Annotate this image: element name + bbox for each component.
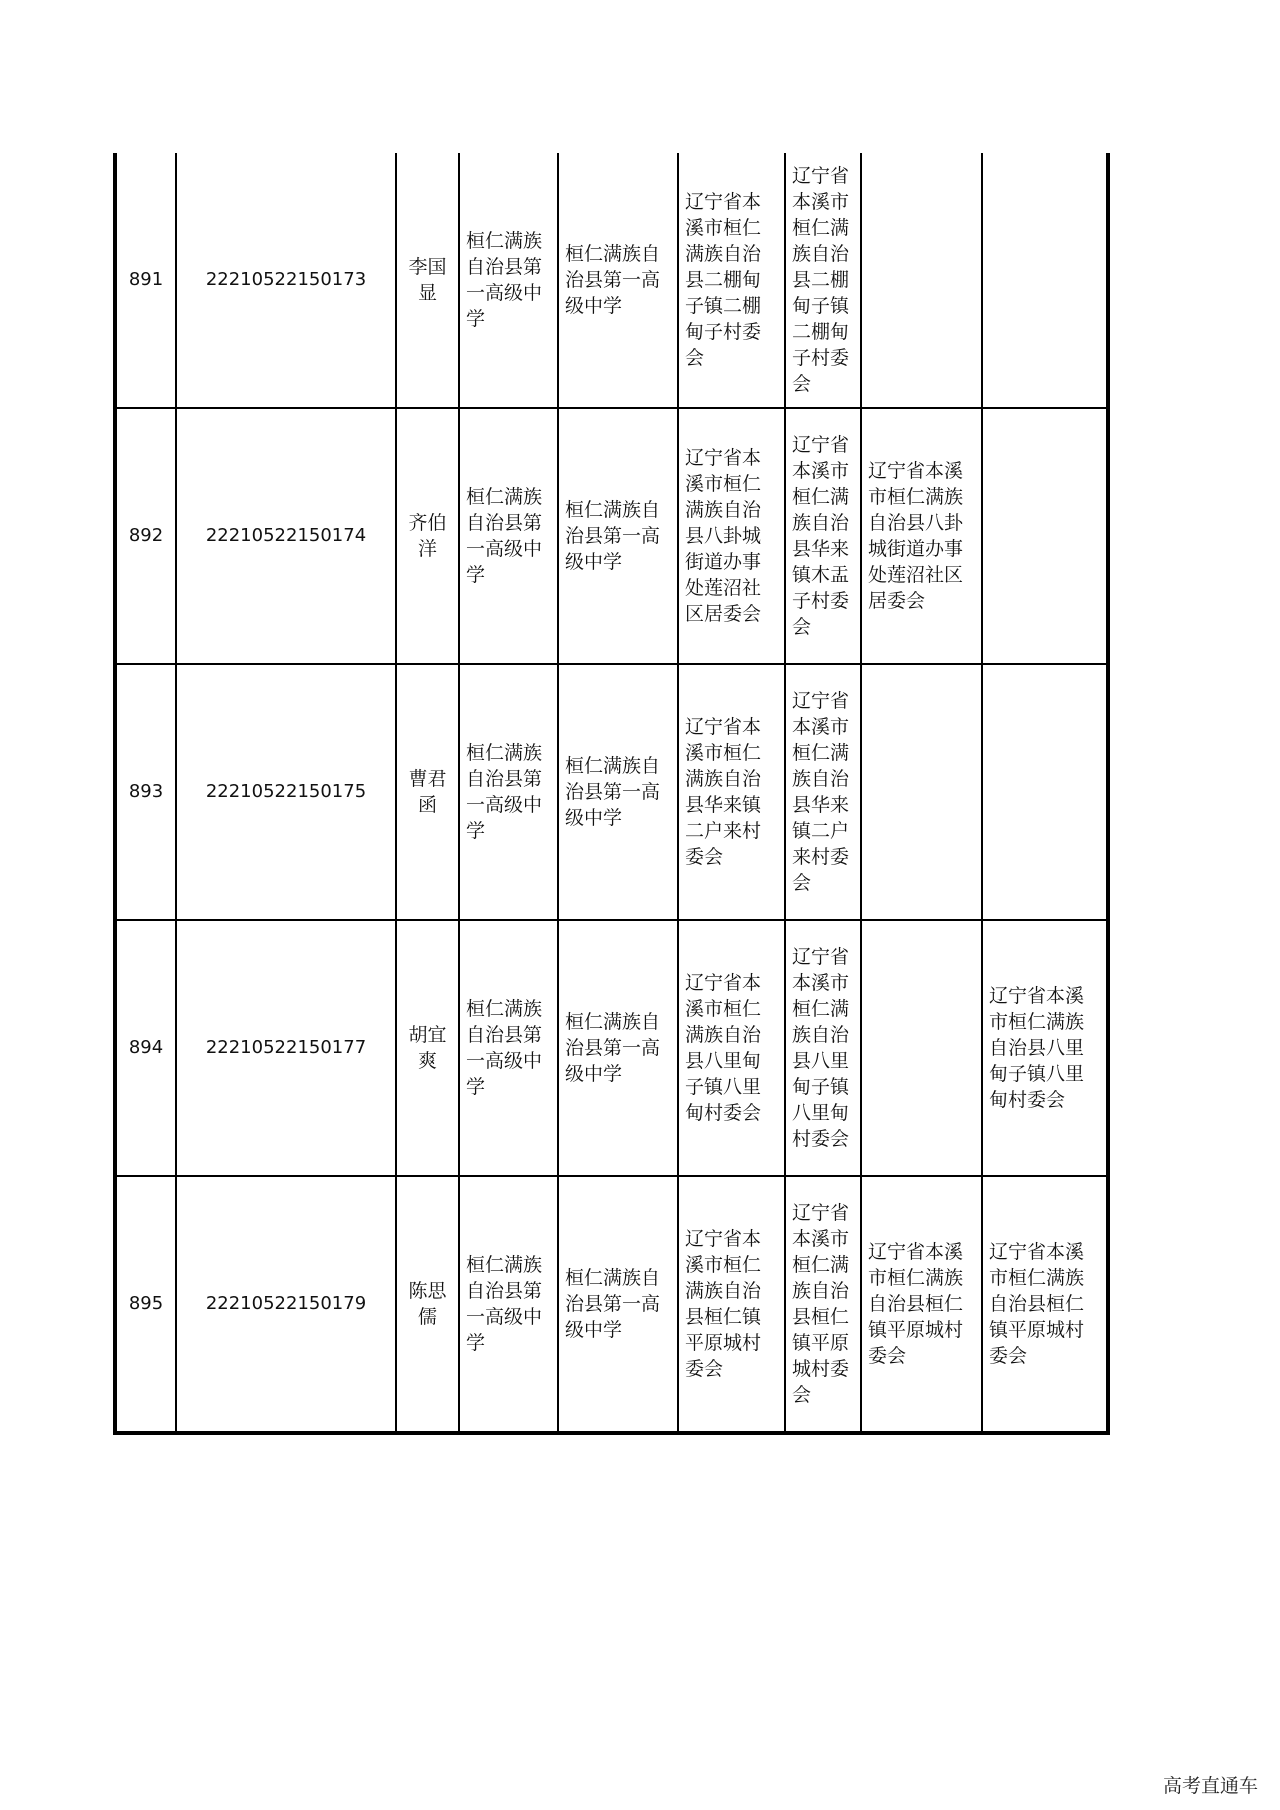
cell-address-2: 辽宁省本溪市桓仁满族自治县华来镇二户来村委会 (785, 664, 861, 920)
table-row (115, 664, 1108, 920)
cell-school-2: 桓仁满族自治县第一高级中学 (558, 408, 678, 664)
cell-address-3 (861, 664, 982, 920)
cell-school-2: 桓仁满族自治县第一高级中学 (558, 920, 678, 1176)
cell-school: 桓仁满族自治县第一高级中学 (459, 408, 558, 664)
cell-name: 胡宜爽 (396, 920, 459, 1176)
cell-exam-id: 22210522150174 (176, 408, 396, 664)
roster-table-container (113, 153, 1106, 1435)
roster-table (113, 153, 1110, 1435)
cell-school: 桓仁满族自治县第一高级中学 (459, 664, 558, 920)
footer-brand-text: 高考直通车 (1162, 1775, 1258, 1797)
cell-name: 曹君函 (396, 664, 459, 920)
cell-address-4 (982, 664, 1108, 920)
cell-address-4 (982, 153, 1108, 408)
cell-school: 桓仁满族自治县第一高级中学 (459, 153, 558, 408)
cell-address-2: 辽宁省本溪市桓仁满族自治县桓仁镇平原城村委会 (785, 1176, 861, 1433)
cell-serial: 894 (115, 920, 176, 1176)
cell-serial: 893 (115, 664, 176, 920)
cell-address-2: 辽宁省本溪市桓仁满族自治县八里甸子镇八里甸村委会 (785, 920, 861, 1176)
table-row (115, 1176, 1108, 1433)
cell-address-3: 辽宁省本溪市桓仁满族自治县桓仁镇平原城村委会 (861, 1176, 982, 1433)
cell-exam-id: 22210522150177 (176, 920, 396, 1176)
cell-address-4: 辽宁省本溪市桓仁满族自治县八里甸子镇八里甸村委会 (982, 920, 1108, 1176)
cell-address: 辽宁省本溪市桓仁满族自治县八卦城街道办事处莲沼社区居委会 (678, 408, 785, 664)
cell-serial: 892 (115, 408, 176, 664)
cell-school: 桓仁满族自治县第一高级中学 (459, 920, 558, 1176)
cell-address: 辽宁省本溪市桓仁满族自治县二棚甸子镇二棚甸子村委会 (678, 153, 785, 408)
cell-address-3 (861, 920, 982, 1176)
cell-serial: 891 (115, 153, 176, 408)
cell-address-2: 辽宁省本溪市桓仁满族自治县二棚甸子镇二棚甸子村委会 (785, 153, 861, 408)
table-row (115, 920, 1108, 1176)
cell-name: 齐伯洋 (396, 408, 459, 664)
cell-school-2: 桓仁满族自治县第一高级中学 (558, 664, 678, 920)
cell-address: 辽宁省本溪市桓仁满族自治县华来镇二户来村委会 (678, 664, 785, 920)
cell-school-2: 桓仁满族自治县第一高级中学 (558, 1176, 678, 1433)
cell-school-2: 桓仁满族自治县第一高级中学 (558, 153, 678, 408)
cell-exam-id: 22210522150175 (176, 664, 396, 920)
cell-school: 桓仁满族自治县第一高级中学 (459, 1176, 558, 1433)
cell-address-3: 辽宁省本溪市桓仁满族自治县八卦城街道办事处莲沼社区居委会 (861, 408, 982, 664)
cell-name: 陈思儒 (396, 1176, 459, 1433)
cell-exam-id: 22210522150173 (176, 153, 396, 408)
table-row (115, 153, 1108, 408)
cell-address-4: 辽宁省本溪市桓仁满族自治县桓仁镇平原城村委会 (982, 1176, 1108, 1433)
cell-address: 辽宁省本溪市桓仁满族自治县八里甸子镇八里甸村委会 (678, 920, 785, 1176)
cell-address-2: 辽宁省本溪市桓仁满族自治县华来镇木盂子村委会 (785, 408, 861, 664)
cell-exam-id: 22210522150179 (176, 1176, 396, 1433)
cell-address: 辽宁省本溪市桓仁满族自治县桓仁镇平原城村委会 (678, 1176, 785, 1433)
cell-address-3 (861, 153, 982, 408)
cell-serial: 895 (115, 1176, 176, 1433)
cell-address-4 (982, 408, 1108, 664)
table-row (115, 408, 1108, 664)
cell-name: 李国显 (396, 153, 459, 408)
